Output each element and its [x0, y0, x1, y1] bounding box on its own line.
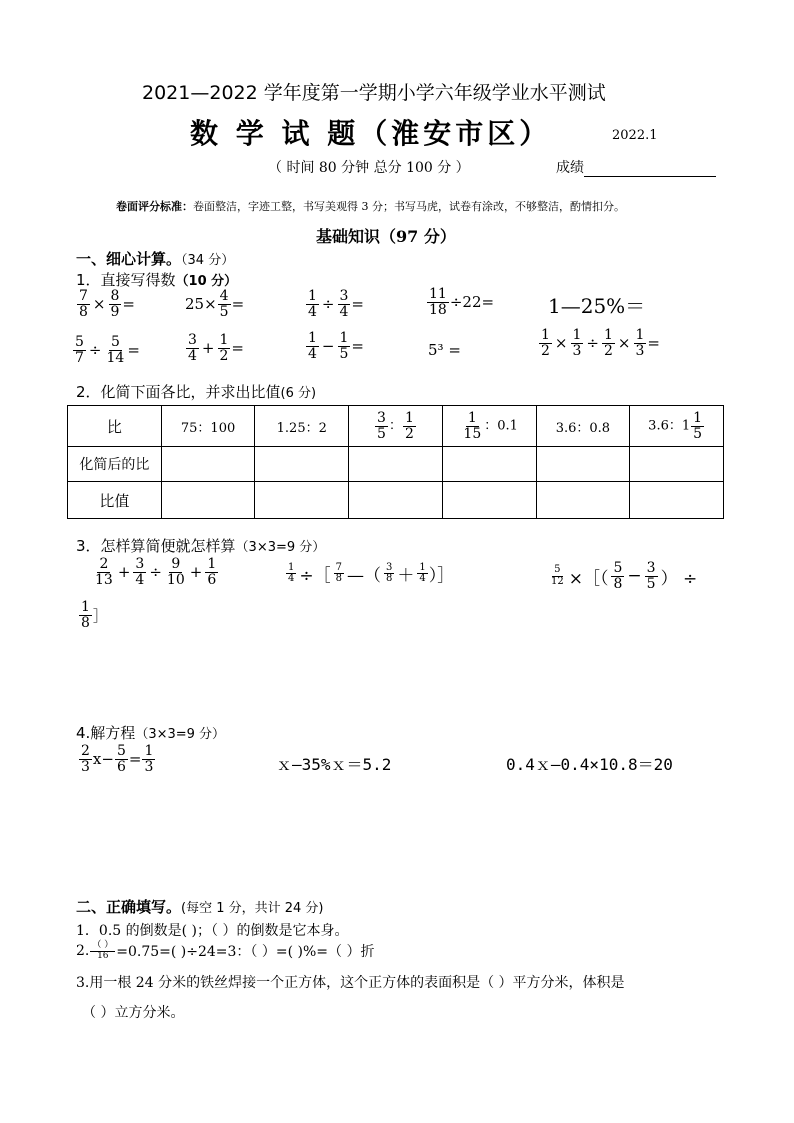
- q4a-num3: 1: [144, 743, 154, 759]
- table-row: [68, 447, 724, 482]
- q3-heading: [76, 535, 325, 556]
- q2-title: 2．化简下面各比，并求出比值: [76, 383, 281, 401]
- exam-header-title: 2021—2022 学年度第一学期小学六年级学业水平测试: [142, 82, 606, 104]
- q4a-num2: 5: [116, 743, 126, 759]
- exam-time-info: （ 时间 80 分钟 总分 100 分 ）: [268, 160, 470, 176]
- fill-line-2-prefix: 2.: [76, 943, 90, 959]
- q1c-op: ÷: [321, 295, 335, 314]
- section2-points: (每空 1 分，共计 24 分): [181, 901, 324, 916]
- answer-cell[interactable]: [349, 447, 443, 482]
- answer-cell[interactable]: [536, 447, 630, 482]
- q1a-den1: 8: [79, 303, 88, 320]
- q1c-eq: =: [351, 295, 364, 314]
- q3-item-c-cont: [78, 600, 108, 630]
- answer-cell[interactable]: [536, 482, 630, 519]
- q3-item-b: [285, 561, 454, 586]
- answer-cell[interactable]: [161, 447, 255, 482]
- q1b-prefix: 25×: [185, 295, 217, 314]
- q1h-num1: 1: [308, 330, 317, 346]
- c6-num: 1: [693, 409, 703, 426]
- ratio-cell-3: [349, 406, 443, 447]
- q1f-num2: 5: [110, 334, 120, 350]
- q1-item-f: [72, 335, 140, 365]
- q1j-den4: 3: [635, 342, 645, 359]
- q3b-num2: 7: [335, 561, 342, 573]
- q2-points: (6 分): [280, 386, 317, 401]
- exam-subject-title: 数 学 试 题（淮安市区）: [190, 117, 552, 150]
- grading-rules-text: 卷面整洁，字迹工整，书写美观得 3 分；书写马虎，试卷有涂改，不够整洁，酌情扣分。: [193, 200, 625, 213]
- q3a-den1: 13: [95, 571, 113, 588]
- q1h-num2: 1: [339, 330, 349, 346]
- q1a-den2: 9: [110, 303, 120, 320]
- q3a-num1: 2: [99, 556, 109, 572]
- table-row: [68, 482, 724, 519]
- q3a-op3: +: [189, 563, 203, 582]
- q1j-eq: =: [647, 334, 660, 353]
- section2-title: 二、正确填写。: [76, 898, 182, 916]
- row-header-simplified: 化简后的比: [68, 447, 162, 482]
- q3b-op2: —（: [347, 566, 381, 586]
- fill-line-2-den: 16: [97, 950, 109, 961]
- q3c-num2: 5: [613, 560, 623, 576]
- c4-num: 1: [467, 409, 477, 426]
- q1a-eq: =: [122, 295, 135, 314]
- section2-heading: [76, 896, 324, 917]
- q1h-den1: 4: [308, 345, 317, 362]
- q1f-eq: =: [127, 341, 140, 360]
- q1-item-i: 5³ =: [428, 341, 461, 359]
- q4-heading: [76, 722, 225, 743]
- score-blank: [584, 162, 716, 177]
- q1-item-a: [76, 289, 135, 319]
- ratio-cell-2: 1.25：2: [255, 406, 349, 447]
- q1g-num2: 1: [219, 332, 229, 348]
- q1b-den: 5: [219, 303, 229, 320]
- q3b-op1: ÷［: [299, 566, 331, 586]
- c6-pre: 3.6：1: [648, 418, 691, 434]
- q3c-num4: 1: [81, 599, 90, 615]
- q3b-close: ）］: [428, 566, 455, 586]
- q4-item-c: 0.4ｘ—0.4×10.8＝20: [506, 755, 673, 774]
- q1j-num2: 1: [572, 327, 582, 343]
- q3-title: 3．怎样算简便就怎样算: [76, 537, 236, 555]
- q1-item-e: 1—25%＝: [548, 294, 646, 318]
- q1j-den2: 3: [572, 342, 582, 359]
- q3a-num2: 3: [135, 556, 145, 572]
- fill-line-2-rest: =0.75=( )÷24=3：（ ）=( )%=（ ）折: [116, 944, 375, 960]
- q3b-den3: 8: [386, 573, 393, 584]
- q1c-num1: 1: [308, 288, 317, 304]
- score-field: [556, 157, 716, 177]
- q1a-num2: 8: [110, 288, 120, 304]
- q1-item-g: [185, 333, 244, 363]
- q3a-den4: 6: [207, 571, 217, 588]
- answer-cell[interactable]: [349, 482, 443, 519]
- q4a-den1: 3: [81, 758, 90, 775]
- fill-line-1: 1．0.5 的倒数是( )；（ ）的倒数是它本身。: [76, 923, 349, 939]
- q4-title: 4.解方程: [76, 724, 136, 742]
- ratio-cell-5: 3.6：0.8: [536, 406, 630, 447]
- answer-cell[interactable]: [442, 482, 536, 519]
- q4-item-b: ｘ—35%ｘ＝5.2: [276, 755, 392, 774]
- q3a-num3: 9: [171, 556, 181, 572]
- q3c-den2: 8: [613, 575, 623, 592]
- q1-points: （10 分）: [175, 274, 238, 289]
- q1h-eq: =: [351, 337, 364, 356]
- q1d-post: ÷22=: [449, 293, 495, 312]
- ratio-cell-1: 75：100: [161, 406, 255, 447]
- q1-item-j: [538, 328, 660, 358]
- q1g-den2: 2: [219, 347, 229, 364]
- q1h-op: −: [321, 337, 335, 356]
- q3b-num1: 1: [288, 561, 295, 573]
- q3c-op2: −: [627, 566, 642, 587]
- q3-item-a: [92, 557, 219, 587]
- q4a-den3: 3: [144, 758, 154, 775]
- q1-title: 1．直接写得数: [76, 271, 176, 289]
- answer-cell[interactable]: [161, 482, 255, 519]
- fill-line-2: [76, 941, 374, 961]
- ratio-cell-4: [442, 406, 536, 447]
- q3a-num4: 1: [207, 556, 217, 572]
- q1d-num: 11: [429, 286, 447, 302]
- q1a-num1: 7: [79, 288, 88, 304]
- q1f-num1: 5: [75, 334, 84, 350]
- fill-line-3: 3.用一根 24 分米的铁丝焊接一个正方体，这个正方体的表面积是（ ）平方分米，体积是: [76, 975, 625, 991]
- q3b-den1: 4: [288, 573, 295, 584]
- q3-points: （3×3=9 分）: [235, 540, 326, 555]
- q3b-op3: ＋: [397, 566, 415, 586]
- c6-den: 5: [693, 425, 703, 442]
- table-row: [68, 406, 724, 447]
- section1-points: （34 分）: [181, 253, 235, 268]
- q1g-num1: 3: [188, 332, 197, 348]
- q1j-den1: 2: [541, 342, 550, 359]
- q1a-op: ×: [92, 295, 106, 314]
- q3a-den3: 10: [166, 571, 185, 588]
- q1c-den1: 4: [308, 303, 317, 320]
- q3b-num4: 1: [419, 561, 426, 573]
- q1f-den2: 14: [106, 349, 125, 366]
- q1-item-c: [305, 289, 364, 319]
- q4a-x: x−: [92, 750, 114, 769]
- q1g-den1: 4: [188, 347, 197, 364]
- grading-rules-label: 卷面评分标准：: [116, 200, 193, 213]
- row-header-ratio: 比: [68, 406, 162, 447]
- c3-sep: ：: [388, 418, 402, 434]
- q2-heading: [76, 381, 316, 402]
- q1b-num: 4: [219, 288, 229, 304]
- q4a-eq: =: [128, 750, 142, 769]
- grading-rules: [116, 198, 625, 214]
- fill-line-3-cont: （ ）立方分米。: [82, 1005, 185, 1021]
- q3a-den2: 4: [135, 571, 145, 588]
- q1h-den2: 5: [339, 345, 349, 362]
- q3a-op1: +: [117, 563, 131, 582]
- q1j-num1: 1: [541, 327, 550, 343]
- q3b-num3: 3: [386, 561, 393, 573]
- c3-den1: 5: [377, 425, 386, 442]
- q3c-op1: ×［（: [568, 568, 609, 589]
- q1c-num2: 3: [339, 288, 349, 304]
- row-header-value: 比值: [68, 482, 162, 519]
- answer-cell[interactable]: [630, 447, 724, 482]
- ratio-table: [67, 405, 724, 519]
- q3b-den2: 8: [335, 573, 342, 584]
- section1-title: 一、细心计算。: [76, 250, 182, 268]
- fill-line-2-num: （ ）: [92, 940, 114, 951]
- q3-item-c: [548, 561, 699, 591]
- q1f-op: ÷: [88, 341, 102, 360]
- q1j-op2: ÷: [586, 334, 599, 353]
- q3a-op2: ÷: [149, 563, 162, 582]
- q3c-num1: 5: [554, 564, 561, 576]
- score-label: 成绩: [556, 160, 584, 176]
- q3c-den3: 5: [646, 575, 656, 592]
- q4a-den2: 6: [116, 758, 126, 775]
- q1-heading: [76, 269, 237, 290]
- q1c-den2: 4: [339, 303, 349, 320]
- q3b-den4: 4: [419, 573, 426, 584]
- q1g-op: +: [201, 339, 215, 358]
- answer-cell[interactable]: [255, 447, 349, 482]
- c4-post: ：0.1: [484, 418, 518, 434]
- q1j-op1: ×: [554, 334, 568, 353]
- q1g-eq: =: [231, 339, 244, 358]
- section1-heading: [76, 248, 234, 269]
- q1j-den3: 2: [604, 342, 613, 359]
- answer-cell[interactable]: [255, 482, 349, 519]
- q3c-den1: 12: [551, 575, 564, 587]
- part1-title: 基础知识（97 分）: [316, 227, 456, 246]
- q1-item-b: [185, 289, 244, 319]
- q4-item-a: [78, 744, 156, 774]
- c3-num1: 3: [377, 409, 386, 426]
- q1j-num4: 1: [635, 327, 645, 343]
- c4-den: 15: [463, 425, 482, 442]
- q1j-num3: 1: [604, 327, 613, 343]
- c3-den2: 2: [404, 425, 414, 442]
- q1f-den1: 7: [75, 349, 84, 366]
- q3c-close: ］: [92, 606, 108, 625]
- answer-cell[interactable]: [630, 482, 724, 519]
- q1d-den: 18: [429, 301, 447, 318]
- c3-num2: 1: [404, 409, 414, 426]
- q3c-den4: 8: [81, 614, 90, 631]
- q1b-eq: =: [231, 295, 245, 314]
- q1-item-h: [305, 331, 364, 361]
- q4a-num1: 2: [81, 743, 90, 759]
- exam-date: 2022.1: [612, 128, 658, 143]
- q4-points: （3×3=9 分）: [135, 727, 226, 742]
- q1-item-d: [426, 287, 494, 317]
- q3c-op3: ） ÷: [660, 568, 698, 589]
- answer-cell[interactable]: [442, 447, 536, 482]
- ratio-cell-6: [630, 406, 724, 447]
- q1j-op3: ×: [617, 334, 631, 353]
- q3c-num3: 3: [646, 560, 656, 576]
